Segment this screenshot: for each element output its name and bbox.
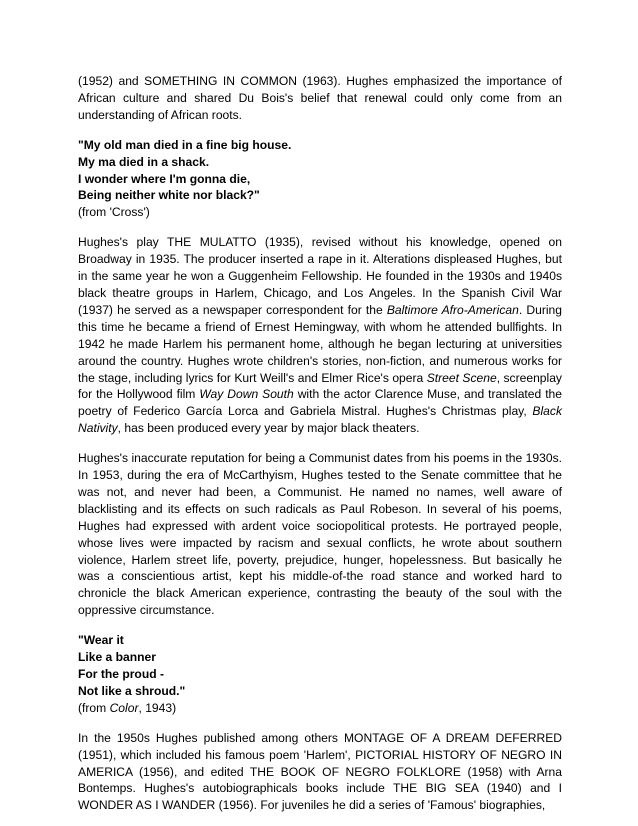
poem-line: Like a banner — [78, 650, 156, 665]
source-title: Color — [109, 700, 139, 715]
text-run: . During this time he became a friend of Ernest Hemingway, with whom he attended bullfights. In 1942 he made Harlem his permanent home, although he began lecturing at universities around the country. Hughes wrote children's stories, non-fiction, and numerous works for the stage, including lyrics for Kurt Weill's and Elmer Rice's opera — [78, 302, 562, 385]
newspaper-title: Baltimore Afro-American — [386, 302, 519, 317]
paragraph-mulatto — [78, 234, 562, 437]
poem-line: "Wear it — [78, 633, 124, 648]
poem-line: I wonder where I'm gonna die, — [78, 171, 251, 186]
poem-line: Being neither white nor black?" — [78, 188, 260, 203]
opera-title: Street Scene — [426, 370, 497, 385]
source-suffix: , 1943) — [138, 700, 177, 715]
film-title: Way Down South — [199, 387, 294, 402]
paragraph-african-roots: (1952) and SOMETHING IN COMMON (1963). Hughes emphasized the importance of African culture and shared Du Bois's belief that renewal could only come from an understanding of African roots. — [78, 74, 562, 122]
poem-cross — [78, 137, 562, 222]
poem-line: "My old man died in a fine big house. — [78, 137, 292, 152]
poem-source: (from 'Cross') — [78, 205, 150, 220]
document-page — [78, 73, 562, 814]
play-title: Black Nativity — [78, 404, 562, 436]
text-run: , has been produced every year by major black theaters. — [117, 421, 420, 436]
poem-line: My ma died in a shack. — [78, 154, 210, 169]
poem-source — [78, 700, 562, 717]
poem-line: For the proud - — [78, 667, 164, 681]
text-run: Hughes's play THE MULATTO (1935), revised without his knowledge, opened on Broadway in 1935. The producer inserted a rape in it. Alterations displeased Hughes, but in the same year he won a Guggenheim Fellowship. He founded in the 1930s and 1940s black theatre groups in Harlem, Chicago, and Los Angeles. In the Spanish Civil War (1937) he served as a newspaper correspondent for the — [78, 235, 562, 317]
text-run: , screenplay for the Hollywood film — [78, 370, 562, 402]
poem-line: Not like a shroud." — [78, 683, 186, 698]
paragraph-1950s: In the 1950s Hughes published among others MONTAGE OF A DREAM DEFERRED (1951), which included his famous poem 'Harlem', PICTORIAL HISTORY OF NEGRO IN AMERICA (1956), and edited THE BOOK OF NEGRO FOLKLORE (1958) with Arna Bontemps. Hughes's autobiographicals books include THE BIG SEA (1940) and I WONDER AS I WANDER (1956). For juveniles he did a series of 'Famous' biographies, — [78, 730, 562, 813]
source-prefix: (from — [78, 700, 110, 715]
poem-color — [78, 632, 562, 717]
text-run: with the actor Clarence Muse, and translated the poetry of Federico García Lorca and Gabriela Mistral. Hughes's Christmas play, — [78, 387, 562, 419]
paragraph-communist-reputation: Hughes's inaccurate reputation for being a Communist dates from his poems in the 1930s. In 1953, during the era of McCarthyism, Hughes tested to the Senate committee that he was not, and never had been, a Communist. He named no names, well aware of blacklisting and its effects on such radicals as Paul Robeson. In several of his poems, Hughes had expressed with ardent voice sociopolitical protests. He portrayed people, whose lives were impacted by racism and sexual conflicts, he wrote about southern violence, Harlem street life, poverty, prejudice, hunger, hopelessness. But basically he was a conscientious artist, kept his middle-of-the road stance and worked hard to chronicle the black American experience, contrasting the beauty of the soul with the oppressive circumstance. — [78, 451, 562, 618]
